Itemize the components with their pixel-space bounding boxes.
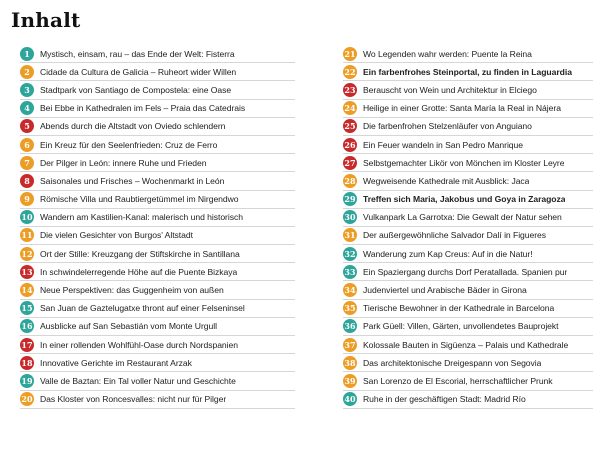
toc-number-badge: 28 xyxy=(344,175,356,186)
toc-number-badge: 40 xyxy=(344,394,356,405)
toc-number-badge: 14 xyxy=(21,285,33,296)
toc-item-title: Bei Ebbe in Kathedralen im Fels – Praia das Catedrais xyxy=(40,103,246,114)
toc-number-badge: 38 xyxy=(344,357,356,368)
toc-item-title: Ein farbenfrohes Steinportal, zu finden in Laguardia xyxy=(363,66,572,77)
toc-number-badge: 17 xyxy=(21,339,33,350)
toc-item-title: Cidade da Cultura de Galicia – Ruheort wider Willen xyxy=(40,66,237,77)
toc-number-badge: 9 xyxy=(20,192,34,206)
toc-item-title: Park Güell: Villen, Gärten, unvollendetes Bauprojekt xyxy=(363,321,559,332)
toc-item-title: San Juan de Gaztelugatxe thront auf einer Felseninsel xyxy=(40,303,245,314)
toc-item[interactable] xyxy=(343,100,593,118)
toc-item-title: Der außergewöhnliche Salvador Dalí in Figueres xyxy=(363,230,547,241)
toc-item[interactable] xyxy=(20,45,295,63)
toc-item-title: Römische Villa und Raubtiergetümmel im Nirgendwo xyxy=(40,194,239,205)
toc-number-badge: 19 xyxy=(21,375,33,386)
toc-item[interactable] xyxy=(20,391,295,409)
toc-number-badge: 2 xyxy=(20,65,34,79)
toc-number-badge: 20 xyxy=(21,394,33,405)
toc-item[interactable] xyxy=(20,81,295,99)
toc-item[interactable] xyxy=(343,172,593,190)
toc-item[interactable] xyxy=(20,118,295,136)
toc-number-badge: 25 xyxy=(344,121,356,132)
toc-item-title: Wegweisende Kathedrale mit Ausblick: Jaca xyxy=(363,175,530,186)
toc-number-badge: 22 xyxy=(344,66,356,77)
toc-item[interactable] xyxy=(343,118,593,136)
toc-item-title: Saisonales und Frisches – Wochenmarkt in León xyxy=(40,175,225,186)
toc-item[interactable] xyxy=(343,336,593,354)
toc-item[interactable] xyxy=(343,209,593,227)
toc-item-title: Innovative Gerichte im Restaurant Arzak xyxy=(40,357,192,368)
toc-item-title: Wo Legenden wahr werden: Puente la Reina xyxy=(363,48,532,59)
toc-item-title: Ort der Stille: Kreuzgang der Stiftskirche in Santillana xyxy=(40,248,240,259)
toc-number-badge: 33 xyxy=(344,266,356,277)
toc-number-badge: 21 xyxy=(344,48,356,59)
toc-item-title: Kolossale Bauten in Sigüenza – Palais und Kathedrale xyxy=(363,339,569,350)
toc-item-title: Valle de Baztan: Ein Tal voller Natur und Geschichte xyxy=(40,375,236,386)
toc-number-badge: 23 xyxy=(344,84,356,95)
toc-item[interactable] xyxy=(20,281,295,299)
toc-item-title: Wandern am Kastilien-Kanal: malerisch und historisch xyxy=(40,212,243,223)
toc-item-title: Abends durch die Altstadt von Oviedo schlendern xyxy=(40,121,226,132)
toc-number-badge: 29 xyxy=(344,194,356,205)
toc-item-title: Selbstgemachter Likör von Mönchen im Kloster Leyre xyxy=(363,157,565,168)
toc-number-badge: 5 xyxy=(20,119,34,133)
toc-number-badge: 8 xyxy=(20,174,34,188)
toc-item[interactable] xyxy=(343,245,593,263)
toc-item[interactable] xyxy=(343,263,593,281)
toc-item-title: Mystisch, einsam, rau – das Ende der Welt: Fisterra xyxy=(40,48,235,59)
toc-item[interactable] xyxy=(20,354,295,372)
toc-item[interactable] xyxy=(343,81,593,99)
toc-item[interactable] xyxy=(343,300,593,318)
toc-item-title: Ein Spaziergang durchs Dorf Peratallada. Spanien pur xyxy=(363,266,568,277)
toc-column-left xyxy=(20,45,295,409)
toc-item-title: Wanderung zum Kap Creus: Auf in die Natur! xyxy=(363,248,533,259)
toc-item[interactable] xyxy=(20,263,295,281)
toc-item[interactable] xyxy=(20,227,295,245)
toc-item-title: Ein Feuer wandeln in San Pedro Manrique xyxy=(363,139,523,150)
toc-item[interactable] xyxy=(20,209,295,227)
toc-number-badge: 15 xyxy=(21,303,33,314)
toc-number-badge: 35 xyxy=(344,303,356,314)
page-title: Inhalt xyxy=(11,8,81,32)
toc-item[interactable] xyxy=(343,63,593,81)
toc-item[interactable] xyxy=(343,318,593,336)
toc-number-badge: 12 xyxy=(21,248,33,259)
toc-item[interactable] xyxy=(20,136,295,154)
toc-item-title: Vulkanpark La Garrotxa: Die Gewalt der Natur sehen xyxy=(363,212,562,223)
toc-item-title: Judenviertel und Arabische Bäder in Girona xyxy=(363,285,527,296)
toc-item[interactable] xyxy=(20,336,295,354)
toc-number-badge: 36 xyxy=(344,321,356,332)
toc-number-badge: 6 xyxy=(20,138,34,152)
toc-number-badge: 31 xyxy=(344,230,356,241)
toc-item-title: In einer rollenden Wohlfühl-Oase durch Nordspanien xyxy=(40,339,238,350)
toc-number-badge: 24 xyxy=(344,103,356,114)
toc-item[interactable] xyxy=(20,191,295,209)
toc-item-title: Berauscht von Wein und Architektur in Elciego xyxy=(363,84,537,95)
toc-item-title: Neue Perspektiven: das Guggenheim von außen xyxy=(40,285,224,296)
toc-number-badge: 18 xyxy=(21,357,33,368)
toc-item[interactable] xyxy=(343,154,593,172)
toc-number-badge: 7 xyxy=(20,156,34,170)
toc-item-title: Heilige in einer Grotte: Santa María la Real in Nájera xyxy=(363,103,561,114)
toc-item[interactable] xyxy=(20,318,295,336)
toc-number-badge: 39 xyxy=(344,375,356,386)
toc-item-title: Der Pilger in León: innere Ruhe und Frieden xyxy=(40,157,207,168)
toc-item-title: San Lorenzo de El Escorial, herrschaftlicher Prunk xyxy=(363,375,553,386)
toc-item[interactable] xyxy=(343,354,593,372)
toc-number-badge: 13 xyxy=(21,266,33,277)
toc-item[interactable] xyxy=(20,63,295,81)
toc-item-title: Ausblicke auf San Sebastián vom Monte Urgull xyxy=(40,321,217,332)
toc-item-title: Treffen sich Maria, Jakobus und Goya in Zaragoza xyxy=(363,194,566,205)
toc-item[interactable] xyxy=(343,227,593,245)
toc-item[interactable] xyxy=(20,300,295,318)
toc-item[interactable] xyxy=(343,372,593,390)
toc-number-badge: 30 xyxy=(344,212,356,223)
toc-item[interactable] xyxy=(20,100,295,118)
toc-number-badge: 10 xyxy=(21,212,33,223)
toc-item-title: Tierische Bewohner in der Kathedrale in Barcelona xyxy=(363,303,555,314)
toc-number-badge: 37 xyxy=(344,339,356,350)
toc-number-badge: 3 xyxy=(20,83,34,97)
toc-item[interactable] xyxy=(20,372,295,390)
toc-item-title: Die vielen Gesichter von Burgos' Altstadt xyxy=(40,230,193,241)
toc-number-badge: 34 xyxy=(344,285,356,296)
toc-item-title: Das architektonische Dreigespann von Segovia xyxy=(363,357,542,368)
toc-item[interactable] xyxy=(20,154,295,172)
toc-number-badge: 1 xyxy=(20,47,34,61)
toc-item[interactable] xyxy=(20,245,295,263)
toc-item-title: Stadtpark von Santiago de Compostela: eine Oase xyxy=(40,84,232,95)
toc-item[interactable] xyxy=(343,45,593,63)
toc-item-title: Ruhe in der geschäftigen Stadt: Madrid Río xyxy=(363,394,526,405)
toc-number-badge: 32 xyxy=(344,248,356,259)
toc-number-badge: 16 xyxy=(21,321,33,332)
toc-item-title: Die farbenfrohen Stelzenläufer von Anguiano xyxy=(363,121,532,132)
toc-number-badge: 27 xyxy=(344,157,356,168)
toc-column-right xyxy=(343,45,593,409)
toc-item-title: Ein Kreuz für den Seelenfrieden: Cruz de Ferro xyxy=(40,139,218,150)
toc-number-badge: 26 xyxy=(344,139,356,150)
toc-item[interactable] xyxy=(343,136,593,154)
toc-item[interactable] xyxy=(20,172,295,190)
toc-item[interactable] xyxy=(343,191,593,209)
toc-item[interactable] xyxy=(343,391,593,409)
toc-item[interactable] xyxy=(343,281,593,299)
toc-item-title: In schwindelerregende Höhe auf die Puente Bizkaya xyxy=(40,266,238,277)
toc-number-badge: 4 xyxy=(20,101,34,115)
toc-item-title: Das Kloster von Roncesvalles: nicht nur für Pilger xyxy=(40,394,227,405)
toc-number-badge: 11 xyxy=(21,230,33,241)
